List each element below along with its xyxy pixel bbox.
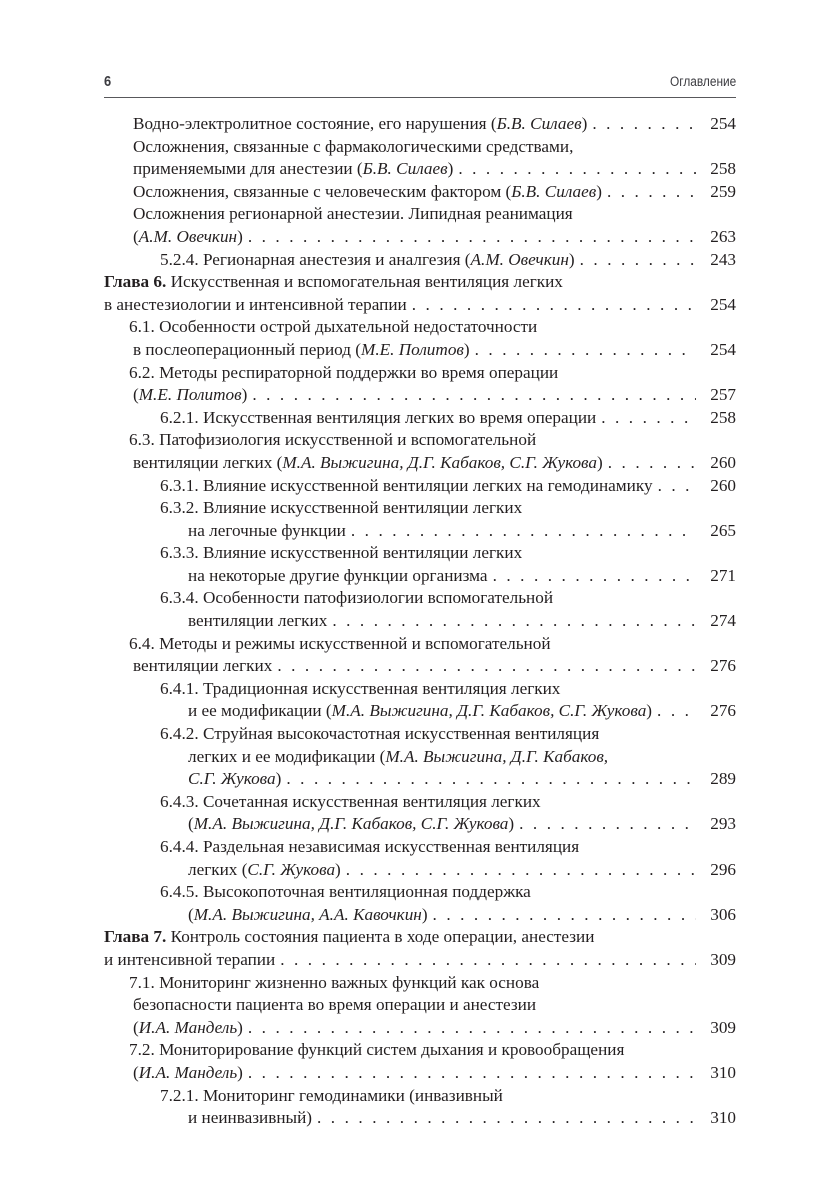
toc-entry-continuation — [104, 904, 736, 927]
toc-entry-author: М.А. Выжигина, А.А. Кавочкин — [193, 904, 422, 924]
dot-leader — [475, 339, 696, 362]
toc-entry-continuation — [104, 565, 736, 588]
toc-entry-continuation — [104, 384, 736, 407]
toc-entry-title: 6.3.4. Особенности патофизиологии вспомогательной — [160, 588, 554, 608]
toc-entry-title: легких (С.Г. Жукова) — [188, 859, 341, 879]
toc-entry-title: (М.Е. Политов) — [133, 385, 248, 405]
toc-page-number: 296 — [710, 859, 736, 879]
toc-entry — [104, 475, 736, 498]
toc-page-number: 276 — [710, 701, 736, 721]
toc-page-number: 276 — [710, 656, 736, 676]
dot-leader — [248, 1017, 696, 1040]
dot-leader — [607, 181, 696, 204]
toc-entry-author: И.А. Мандель — [138, 1062, 238, 1082]
toc-entry-title: безопасности пациента во время операции и анестезии — [133, 995, 537, 1015]
toc-entry-title: 7.2.1. Мониторинг гемодинамики (инвазивный — [160, 1085, 503, 1105]
toc-entry-continuation — [104, 655, 736, 678]
toc-entry — [104, 723, 736, 746]
toc-page-number: 306 — [710, 904, 736, 924]
dot-leader — [332, 610, 696, 633]
dot-leader — [519, 813, 696, 836]
toc-entry — [104, 249, 736, 272]
toc-entry-continuation — [104, 859, 736, 882]
toc-entry-title: Глава 7. Контроль состояния пациента в ходе операции, анестезии — [104, 927, 595, 947]
toc-entry-title: 6.3.3. Влияние искусственной вентиляции легких — [160, 543, 523, 563]
toc-entry-author: А.М. Овечкин — [470, 249, 569, 269]
toc-entry-title: 6.3.2. Влияние искусственной вентиляции легких — [160, 498, 523, 518]
toc-entry-continuation — [104, 294, 736, 317]
toc-entry — [104, 678, 736, 701]
dot-leader — [580, 249, 696, 272]
dot-leader — [433, 904, 696, 927]
toc-entry-continuation — [104, 452, 736, 475]
toc-entry — [104, 836, 736, 859]
toc-page-number: 259 — [710, 181, 736, 201]
toc-page-number: 254 — [710, 339, 736, 359]
running-title: Оглавление — [669, 74, 736, 89]
toc-entry — [104, 972, 736, 995]
toc-entry-title: 6.3.1. Влияние искусственной вентиляции легких на гемодинамику — [160, 475, 653, 495]
toc-entry-continuation — [104, 339, 736, 362]
toc-entry-continuation — [104, 813, 736, 836]
toc-entry-title: С.Г. Жукова) — [188, 769, 282, 789]
toc-entry-title: вентиляции легких — [133, 656, 273, 676]
toc-entry-author: М.А. Выжигина, Д.Г. Кабаков, С.Г. Жукова — [282, 452, 597, 472]
toc-entry-author: И.А. Мандель — [138, 1017, 238, 1037]
toc-entry-title: Осложнения регионарной анестезии. Липидная реанимация — [133, 204, 573, 224]
toc-entry-author: Б.В. Силаев — [511, 181, 597, 201]
dot-leader — [280, 949, 696, 972]
dot-leader — [248, 226, 696, 249]
toc-entry-author: Б.В. Силаев — [496, 114, 582, 133]
page-folio: 6 — [104, 73, 111, 90]
toc-entry-title: 7.1. Мониторинг жизненно важных функций как основа — [129, 972, 540, 992]
toc-entry — [104, 633, 736, 656]
dot-leader — [458, 158, 696, 181]
toc-entry-author: Б.В. Силаев — [362, 159, 448, 179]
chapter-label: Глава 6. — [104, 272, 167, 292]
toc-page-number: 289 — [710, 769, 736, 789]
toc-entry — [104, 926, 736, 949]
toc-entry-continuation — [104, 520, 736, 543]
dot-leader — [412, 294, 696, 317]
toc-page-number: 274 — [710, 611, 736, 631]
toc-entry-author: А.М. Овечкин — [138, 226, 238, 246]
toc-entry-continuation — [104, 994, 736, 1017]
dot-leader — [317, 1107, 696, 1130]
toc-entry-title: Осложнения, связанные с человеческим фактором (Б.В. Силаев) — [133, 181, 602, 201]
toc-page-number: 309 — [710, 949, 736, 969]
toc-entry-title: (М.А. Выжигина, А.А. Кавочкин) — [188, 904, 428, 924]
toc-entry-title: 6.4.2. Струйная высокочастотная искусственная вентиляция — [160, 724, 600, 744]
dot-leader — [248, 1062, 696, 1085]
toc-page-number: 271 — [710, 565, 736, 585]
toc-page-number: 258 — [710, 407, 736, 427]
toc-page-number: 254 — [710, 114, 736, 133]
toc-entry-title: 6.4.4. Раздельная независимая искусственная вентиляция — [160, 837, 580, 856]
toc-entry — [104, 407, 736, 430]
running-head — [104, 73, 736, 99]
toc-entry-continuation — [104, 949, 736, 972]
toc-page-number: 265 — [710, 520, 736, 540]
toc-entry — [104, 587, 736, 610]
toc-entry-author: С.Г. Жукова — [247, 859, 336, 879]
toc-entry-title: (И.А. Мандель) — [133, 1017, 243, 1037]
header-divider — [104, 97, 736, 98]
toc-entry-title: и ее модификации (М.А. Выжигина, Д.Г. Кабаков, С.Г. Жукова) — [188, 701, 653, 721]
toc-entry-title: на легочные функции — [188, 520, 346, 540]
toc-entry-title: легких и ее модификации (М.А. Выжигина, Д.Г. Кабаков, — [188, 746, 609, 766]
toc-entry — [104, 791, 736, 814]
toc-entry-title: Осложнения, связанные с фармакологическими средствами, — [133, 136, 574, 156]
toc-entry — [104, 881, 736, 904]
toc-entry-title: 6.2. Методы респираторной поддержки во время операции — [129, 362, 559, 382]
toc-entry-title: 6.4.5. Высокопоточная вентиляционная поддержка — [160, 882, 531, 902]
toc-entry-title: в анестезиологии и интенсивной терапии — [104, 294, 407, 314]
toc-page-number: 243 — [710, 249, 736, 269]
toc-entry-title: Глава 6. Искусственная и вспомогательная вентиляция легких — [104, 272, 563, 292]
toc-entry-title: (М.А. Выжигина, Д.Г. Кабаков, С.Г. Жукова) — [188, 814, 515, 834]
dot-leader — [277, 655, 696, 678]
toc-entry — [104, 181, 736, 204]
toc-page-number: 310 — [710, 1108, 736, 1128]
toc-entry-author: М.Е. Политов — [361, 339, 464, 359]
dot-leader — [286, 768, 696, 791]
toc-entry-title: (А.М. Овечкин) — [133, 226, 243, 246]
toc-entry-title: в послеоперационный период (М.Е. Политов) — [133, 339, 470, 359]
toc-entry-title: 7.2. Мониторирование функций систем дыхания и кровообращения — [129, 1040, 625, 1060]
toc-entry — [104, 429, 736, 452]
toc-entry-title: 6.4.3. Сочетанная искусственная вентиляция легких — [160, 791, 541, 811]
toc-entry — [104, 136, 736, 159]
toc-entry — [104, 497, 736, 520]
dot-leader — [601, 407, 696, 430]
toc-entry-title: 6.2.1. Искусственная вентиляция легких во время операции — [160, 407, 597, 427]
toc-entry-continuation — [104, 226, 736, 249]
toc-entry-title: 5.2.4. Регионарная анестезия и аналгезия (А.М. Овечкин) — [160, 249, 575, 269]
dot-leader — [592, 113, 696, 136]
toc-entry-author: М.А. Выжигина, Д.Г. Кабаков, С.Г. Жукова — [193, 814, 509, 834]
toc-entry-author: М.А. Выжигина, Д.Г. Кабаков, — [385, 746, 609, 766]
toc-entry-title: применяемыми для анестезии (Б.В. Силаев) — [133, 159, 454, 179]
dot-leader — [658, 475, 696, 498]
toc-entry — [104, 1085, 736, 1108]
toc-entry-author: М.Е. Политов — [138, 385, 242, 405]
toc-entry-title: 6.4. Методы и режимы искусственной и вспомогательной — [129, 633, 551, 653]
toc-entry — [104, 362, 736, 385]
toc-entry-title: вентиляции легких (М.А. Выжигина, Д.Г. Кабаков, С.Г. Жукова) — [133, 452, 603, 472]
toc-entry — [104, 1039, 736, 1062]
dot-leader — [657, 700, 696, 723]
toc-entry-continuation — [104, 1017, 736, 1040]
toc-entry — [104, 113, 736, 136]
toc-entry-title: и неинвазивный) — [188, 1108, 313, 1128]
toc-entry-continuation — [104, 1062, 736, 1085]
toc-page-number: 257 — [710, 385, 736, 405]
toc-page-number: 310 — [710, 1062, 736, 1082]
table-of-contents — [104, 113, 736, 1130]
toc-page-number: 309 — [710, 1017, 736, 1037]
toc-entry-title: 6.3. Патофизиология искусственной и вспомогательной — [129, 430, 537, 450]
toc-entry — [104, 203, 736, 226]
toc-page-number: 260 — [710, 452, 736, 472]
dot-leader — [493, 565, 696, 588]
toc-entry-continuation — [104, 768, 736, 791]
toc-entry-title: вентиляции легких — [188, 611, 328, 631]
toc-entry-author: С.Г. Жукова — [188, 769, 276, 789]
chapter-label: Глава 7. — [104, 927, 167, 947]
toc-page-number: 254 — [710, 294, 736, 314]
toc-entry-title: (И.А. Мандель) — [133, 1062, 243, 1082]
toc-entry — [104, 542, 736, 565]
toc-entry-continuation — [104, 746, 736, 769]
dot-leader — [346, 859, 696, 882]
toc-entry-title: и интенсивной терапии — [104, 949, 276, 969]
toc-entry-continuation — [104, 1107, 736, 1130]
dot-leader — [351, 520, 696, 543]
toc-page-number: 258 — [710, 159, 736, 179]
toc-entry-title: на некоторые другие функции организма — [188, 565, 488, 585]
toc-entry-author: М.А. Выжигина, Д.Г. Кабаков, С.Г. Жукова — [331, 701, 647, 721]
dot-leader — [252, 384, 696, 407]
toc-entry-title: Водно-электролитное состояние, его нарушения (Б.В. Силаев) — [133, 114, 588, 133]
toc-entry — [104, 316, 736, 339]
toc-entry-title: 6.4.1. Традиционная искусственная вентиляция легких — [160, 678, 561, 698]
toc-entry-continuation — [104, 610, 736, 633]
toc-entry-continuation — [104, 700, 736, 723]
dot-leader — [608, 452, 696, 475]
toc-entry-continuation — [104, 158, 736, 181]
toc-entry — [104, 271, 736, 294]
toc-page-number: 293 — [710, 814, 736, 834]
toc-entry-title: 6.1. Особенности острой дыхательной недостаточности — [129, 317, 538, 337]
toc-page-number: 260 — [710, 475, 736, 495]
toc-page-number: 263 — [710, 226, 736, 246]
